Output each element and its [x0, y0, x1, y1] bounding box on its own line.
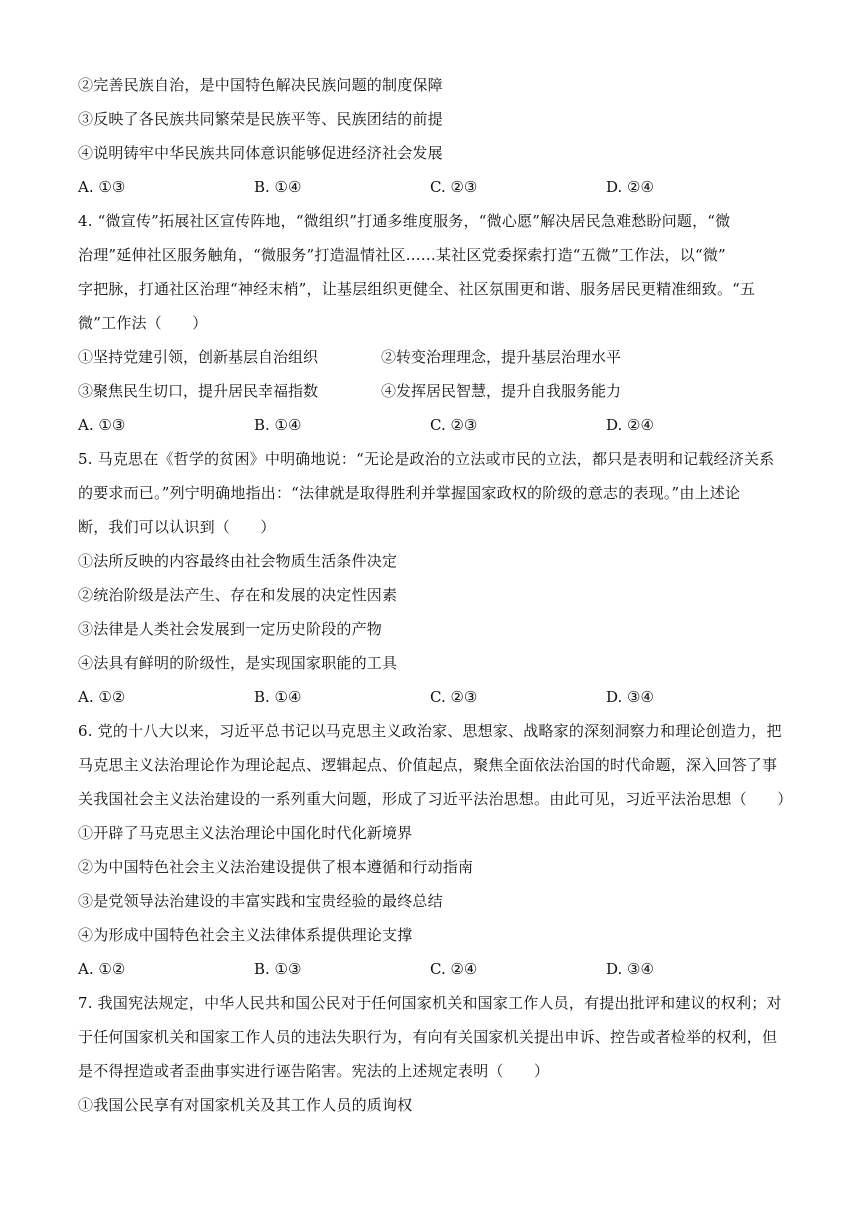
q7-stem-line: 7. 我国宪法规定，中华人民共和国公民对于任何国家机关和国家工作人员，有提出批评和建议的权利；对: [78, 994, 782, 1012]
q4-items-row-1: [78, 340, 790, 374]
q4-items-row-2: [78, 374, 790, 408]
q4-stem-line: 治理”延伸社区服务触角，“微服务”打造温情社区……某社区党委探索打造“五微”工作法，以“微”: [78, 246, 726, 264]
q4-option-b: B. ①④: [254, 416, 302, 434]
q6-stem-line: 关我国社会主义法治建设的一系列重大问题，形成了习近平法治思想。由此可见，习近平法治思想（ ）: [78, 790, 793, 808]
q4-item-4: ④发挥居民智慧，提升自我服务能力: [381, 382, 622, 400]
q6-option-b: B. ①③: [254, 960, 302, 978]
q7-stem-line: 是不得捏造或者歪曲事实进行诬告陷害。宪法的上述规定表明（ ）: [78, 1062, 550, 1080]
q3-option-c: C. ②③: [430, 178, 478, 196]
q4-item-1: ①坚持党建引领，创新基层自治组织: [78, 348, 319, 366]
q6-options: [78, 952, 790, 986]
question-4: [78, 204, 790, 442]
q3-option-b: B. ①④: [254, 178, 302, 196]
q6-item-4: ④为形成中国特色社会主义法律体系提供理论支撑: [78, 926, 413, 944]
q4-stem-line: 4. “微宣传”拓展社区宣传阵地，“微组织”打通多维度服务，“微心愿”解决居民急难愁盼问题，“微: [78, 212, 731, 230]
q4-option-d: D. ②④: [606, 416, 654, 434]
question-6: [78, 714, 793, 986]
q3-option-d: D. ②④: [606, 178, 654, 196]
q5-item-4: ④法具有鲜明的阶级性，是实现国家职能的工具: [78, 654, 398, 672]
q5-item-3: ③法律是人类社会发展到一定历史阶段的产物: [78, 620, 383, 638]
q6-item-3: ③是党领导法治建设的丰富实践和宝贵经验的最终总结: [78, 892, 443, 910]
q7-item-1: ①我国公民享有对国家机关及其工作人员的质询权: [78, 1096, 413, 1114]
q6-stem-line: 马克思主义法治理论作为理论起点、逻辑起点、价值起点，聚焦全面依法治国的时代命题，深入回答了事: [78, 756, 778, 774]
exam-page: [78, 68, 793, 1122]
q5-option-d: D. ③④: [606, 688, 654, 706]
q3-options: [78, 170, 790, 204]
q6-option-d: D. ③④: [606, 960, 654, 978]
q7-stem-line: 于任何国家机关和国家工作人员的违法失职行为，有向有关国家机关提出申诉、控告或者检举的权利，但: [78, 1028, 778, 1046]
q4-options: [78, 408, 790, 442]
q3-item-2: ②完善民族自治，是中国特色解决民族问题的制度保障: [78, 76, 443, 94]
q4-option-a: A. ①③: [78, 416, 126, 434]
q6-item-1: ①开辟了马克思主义法治理论中国化时代化新境界: [78, 824, 413, 842]
q5-option-b: B. ①④: [254, 688, 302, 706]
q5-stem-line: 的要求而已。”列宁明确地指出：“法律就是取得胜利并掌握国家政权的阶级的意志的表现。”由上述论: [78, 484, 741, 502]
q5-item-1: ①法所反映的内容最终由社会物质生活条件决定: [78, 552, 398, 570]
q6-option-c: C. ②④: [430, 960, 478, 978]
question-7: [78, 986, 790, 1122]
q4-stem-line: 字把脉，打通社区治理“神经末梢”，让基层组织更健全、社区氛围更和谐、服务居民更精准细致。“五: [78, 280, 756, 298]
q4-item-2: ②转变治理理念，提升基层治理水平: [381, 348, 622, 366]
q3-item-4: ④说明铸牢中华民族共同体意识能够促进经济社会发展: [78, 144, 443, 162]
q4-stem-line: 微”工作法（ ）: [78, 314, 208, 332]
q6-item-2: ②为中国特色社会主义法治建设提供了根本遵循和行动指南: [78, 858, 474, 876]
question-3-tail: [78, 68, 790, 204]
q5-option-c: C. ②③: [430, 688, 478, 706]
question-5: [78, 442, 790, 714]
q3-option-a: A. ①③: [78, 178, 126, 196]
q6-stem-line: 6. 党的十八大以来，习近平总书记以马克思主义政治家、思想家、战略家的深刻洞察力和理论创造力，把: [78, 722, 782, 740]
q6-option-a: A. ①②: [78, 960, 126, 978]
q3-item-3: ③反映了各民族共同繁荣是民族平等、民族团结的前提: [78, 110, 443, 128]
q5-item-2: ②统治阶级是法产生、存在和发展的决定性因素: [78, 586, 398, 604]
q4-item-3: ③聚焦民生切口，提升居民幸福指数: [78, 382, 319, 400]
q4-option-c: C. ②③: [430, 416, 478, 434]
q5-option-a: A. ①②: [78, 688, 126, 706]
q5-stem-line: 5. 马克思在《哲学的贫困》中明确地说：“无论是政治的立法或市民的立法，都只是表明和记载经济关系: [78, 450, 775, 468]
q5-stem-line: 断，我们可以认识到（ ）: [78, 518, 276, 536]
q5-options: [78, 680, 790, 714]
